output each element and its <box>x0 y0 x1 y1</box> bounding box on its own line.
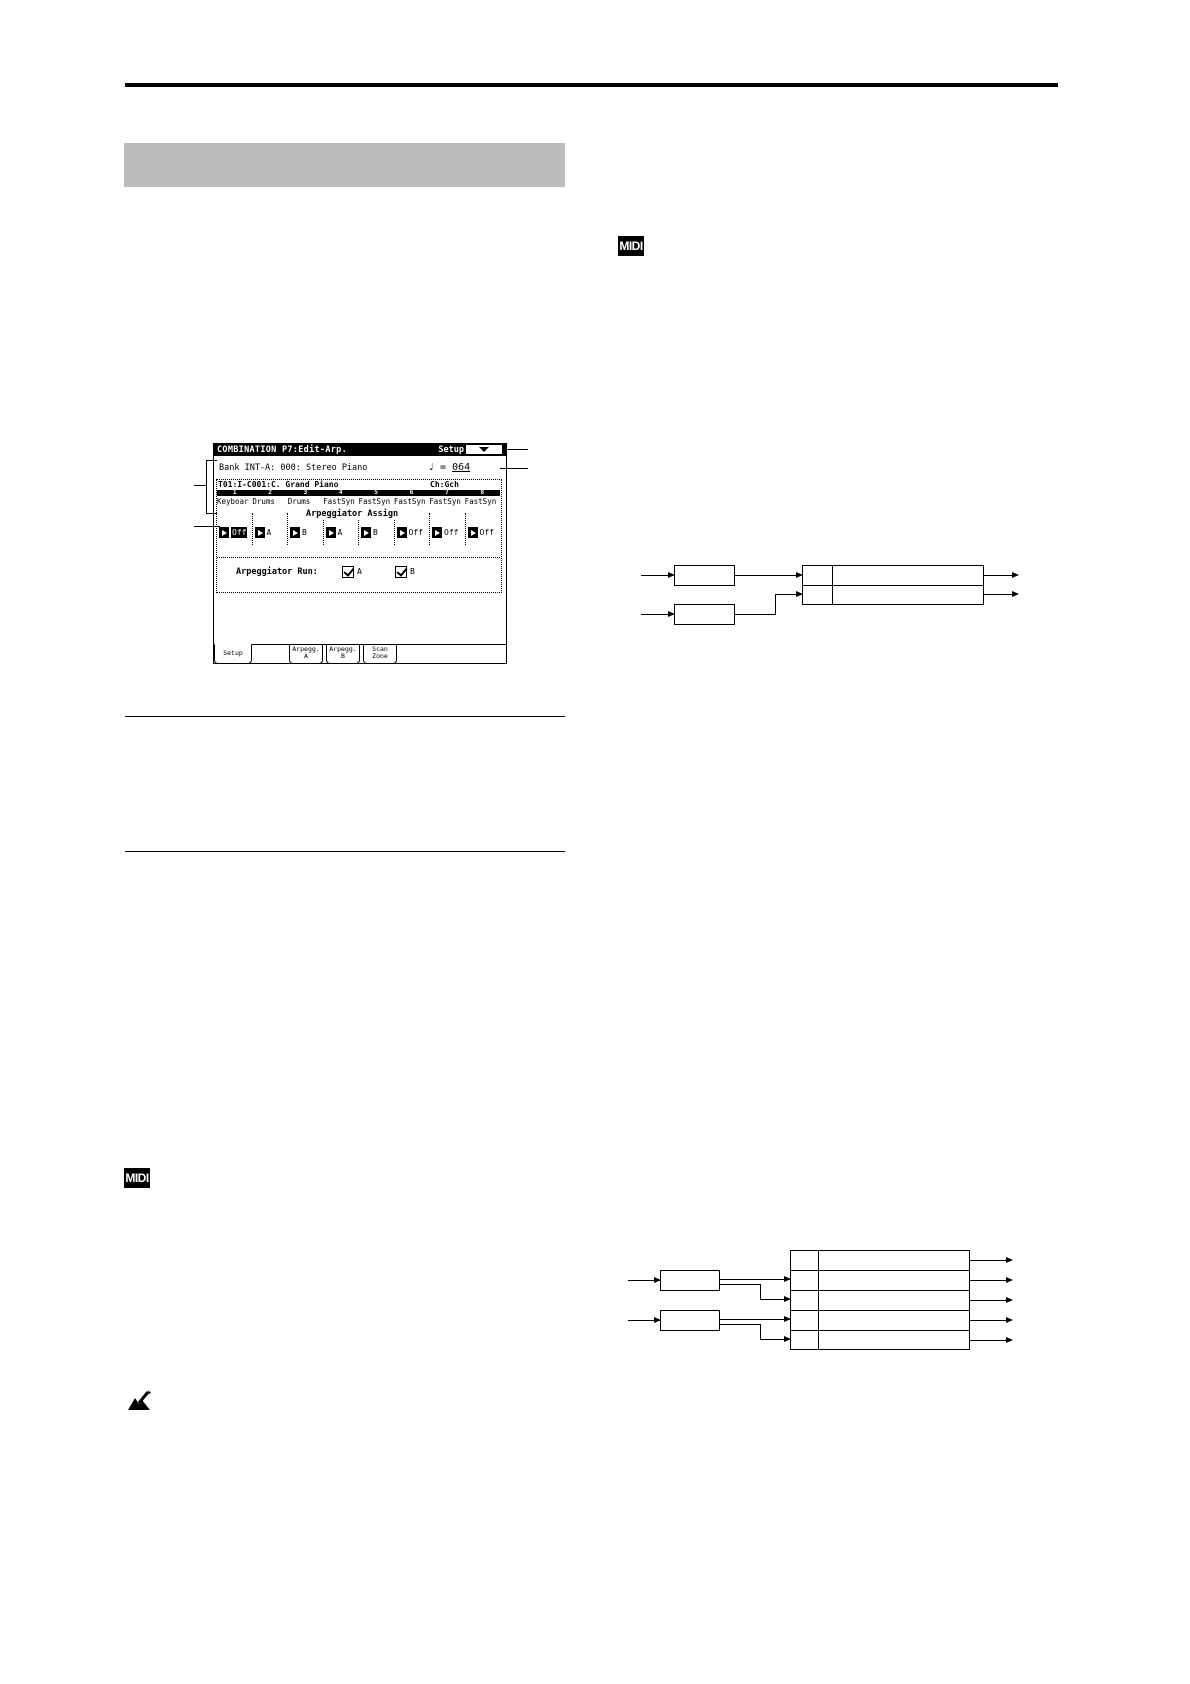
callout-line <box>500 468 528 469</box>
table-block <box>790 1250 970 1350</box>
tab-scan-zone[interactable] <box>363 645 397 664</box>
tab-label: Scan <box>372 645 388 653</box>
timbre-number: 6 <box>409 489 414 496</box>
tempo-symbol: ♩ = <box>428 462 447 473</box>
play-icon <box>290 527 300 538</box>
assign-value[interactable]: Off <box>444 528 459 537</box>
play-icon <box>397 527 407 538</box>
timbre-program: FastSyn <box>393 497 426 506</box>
run-a-label: A <box>357 567 362 576</box>
timbre-program: FastSyn <box>323 497 355 506</box>
lcd-screen <box>213 443 507 664</box>
lcd-page-label: Setup <box>438 445 464 455</box>
timbre-number: 5 <box>374 489 378 496</box>
run-b-label: B <box>410 567 415 576</box>
play-icon <box>255 527 265 538</box>
tab-sublabel: Zone <box>372 652 388 660</box>
assign-cell-7[interactable] <box>429 513 465 545</box>
assign-value[interactable]: Off <box>479 528 494 537</box>
block <box>660 1270 720 1291</box>
callout-line <box>504 449 528 450</box>
assign-value[interactable]: A <box>266 528 272 537</box>
timbre-number: 3 <box>303 489 308 496</box>
block <box>674 565 735 586</box>
arpeggiator-run-label: Arpeggiator Run: <box>236 567 318 577</box>
timbre-program-line: T01:I-C001:C. Grand Piano <box>218 480 339 489</box>
assign-value[interactable]: Off <box>232 528 247 537</box>
page-tabs <box>214 644 506 664</box>
callout-line <box>194 485 206 486</box>
callout-bracket <box>206 460 217 514</box>
timbre-program-row <box>217 497 500 506</box>
midi-icon: MIDI <box>618 236 644 256</box>
timbre-program: FastSyn <box>464 497 497 506</box>
tab-arpegg-b[interactable] <box>326 645 360 664</box>
timbre-number: 7 <box>445 489 449 496</box>
divider-2 <box>125 851 565 852</box>
note-pencil-icon <box>126 1390 152 1412</box>
tempo-value[interactable]: 064 <box>452 462 471 473</box>
assign-value[interactable]: B <box>302 528 307 537</box>
tab-sublabel: B <box>341 652 345 660</box>
timbre-program: FastSyn <box>358 497 391 506</box>
assign-cell-1[interactable] <box>217 513 252 545</box>
midi-icon: MIDI <box>124 1168 150 1188</box>
tab-label: Arpegg. <box>329 645 357 653</box>
lcd-title: COMBINATION P7:Edit-Arp. <box>217 445 348 455</box>
section-heading-bar <box>124 143 565 187</box>
divider-1 <box>125 716 565 717</box>
top-rule <box>125 83 1058 87</box>
assign-value[interactable]: A <box>337 528 343 537</box>
tab-arpegg-a[interactable] <box>289 645 323 664</box>
assign-value[interactable]: B <box>373 528 378 537</box>
timbre-number: 8 <box>480 489 485 496</box>
play-icon <box>468 527 478 538</box>
arpeggiator-assign-row <box>217 527 500 559</box>
timbre-program: Drums <box>252 497 275 506</box>
tab-label: Setup <box>223 649 243 657</box>
timbre-program: FastSyn <box>429 497 461 506</box>
block <box>674 604 735 625</box>
run-a-checkbox[interactable] <box>342 566 354 578</box>
timbre-number: 2 <box>268 489 272 496</box>
lcd-title-bar <box>214 444 506 456</box>
tab-setup[interactable] <box>214 644 252 664</box>
assign-cell-8[interactable] <box>465 513 501 545</box>
callout-line <box>194 526 220 527</box>
timbre-number: 1 <box>232 489 237 496</box>
timbre-number-row <box>217 490 500 496</box>
tab-sublabel: A <box>304 652 308 660</box>
assign-cell-2[interactable] <box>252 513 288 545</box>
combination-select[interactable]: Bank INT-A: 000: Stereo Piano <box>219 463 368 473</box>
midi-channel: Ch:Gch <box>430 480 459 489</box>
timbre-program: Keyboar <box>217 497 249 506</box>
play-icon <box>361 527 371 538</box>
play-icon <box>219 527 229 538</box>
chevron-down-icon <box>479 447 489 452</box>
block <box>660 1310 720 1331</box>
play-icon <box>326 527 336 538</box>
timbre-program: Drums <box>287 497 311 506</box>
run-b-checkbox[interactable] <box>395 566 407 578</box>
arpeggiator-assign-title: Arpeggiator Assign <box>306 509 399 519</box>
tempo-field[interactable] <box>428 462 470 473</box>
timbre-number: 4 <box>339 489 343 496</box>
tab-label: Arpegg. <box>292 645 320 653</box>
page-menu-dropdown[interactable] <box>466 445 502 454</box>
play-icon <box>432 527 442 538</box>
assign-value[interactable]: Off <box>408 528 423 537</box>
